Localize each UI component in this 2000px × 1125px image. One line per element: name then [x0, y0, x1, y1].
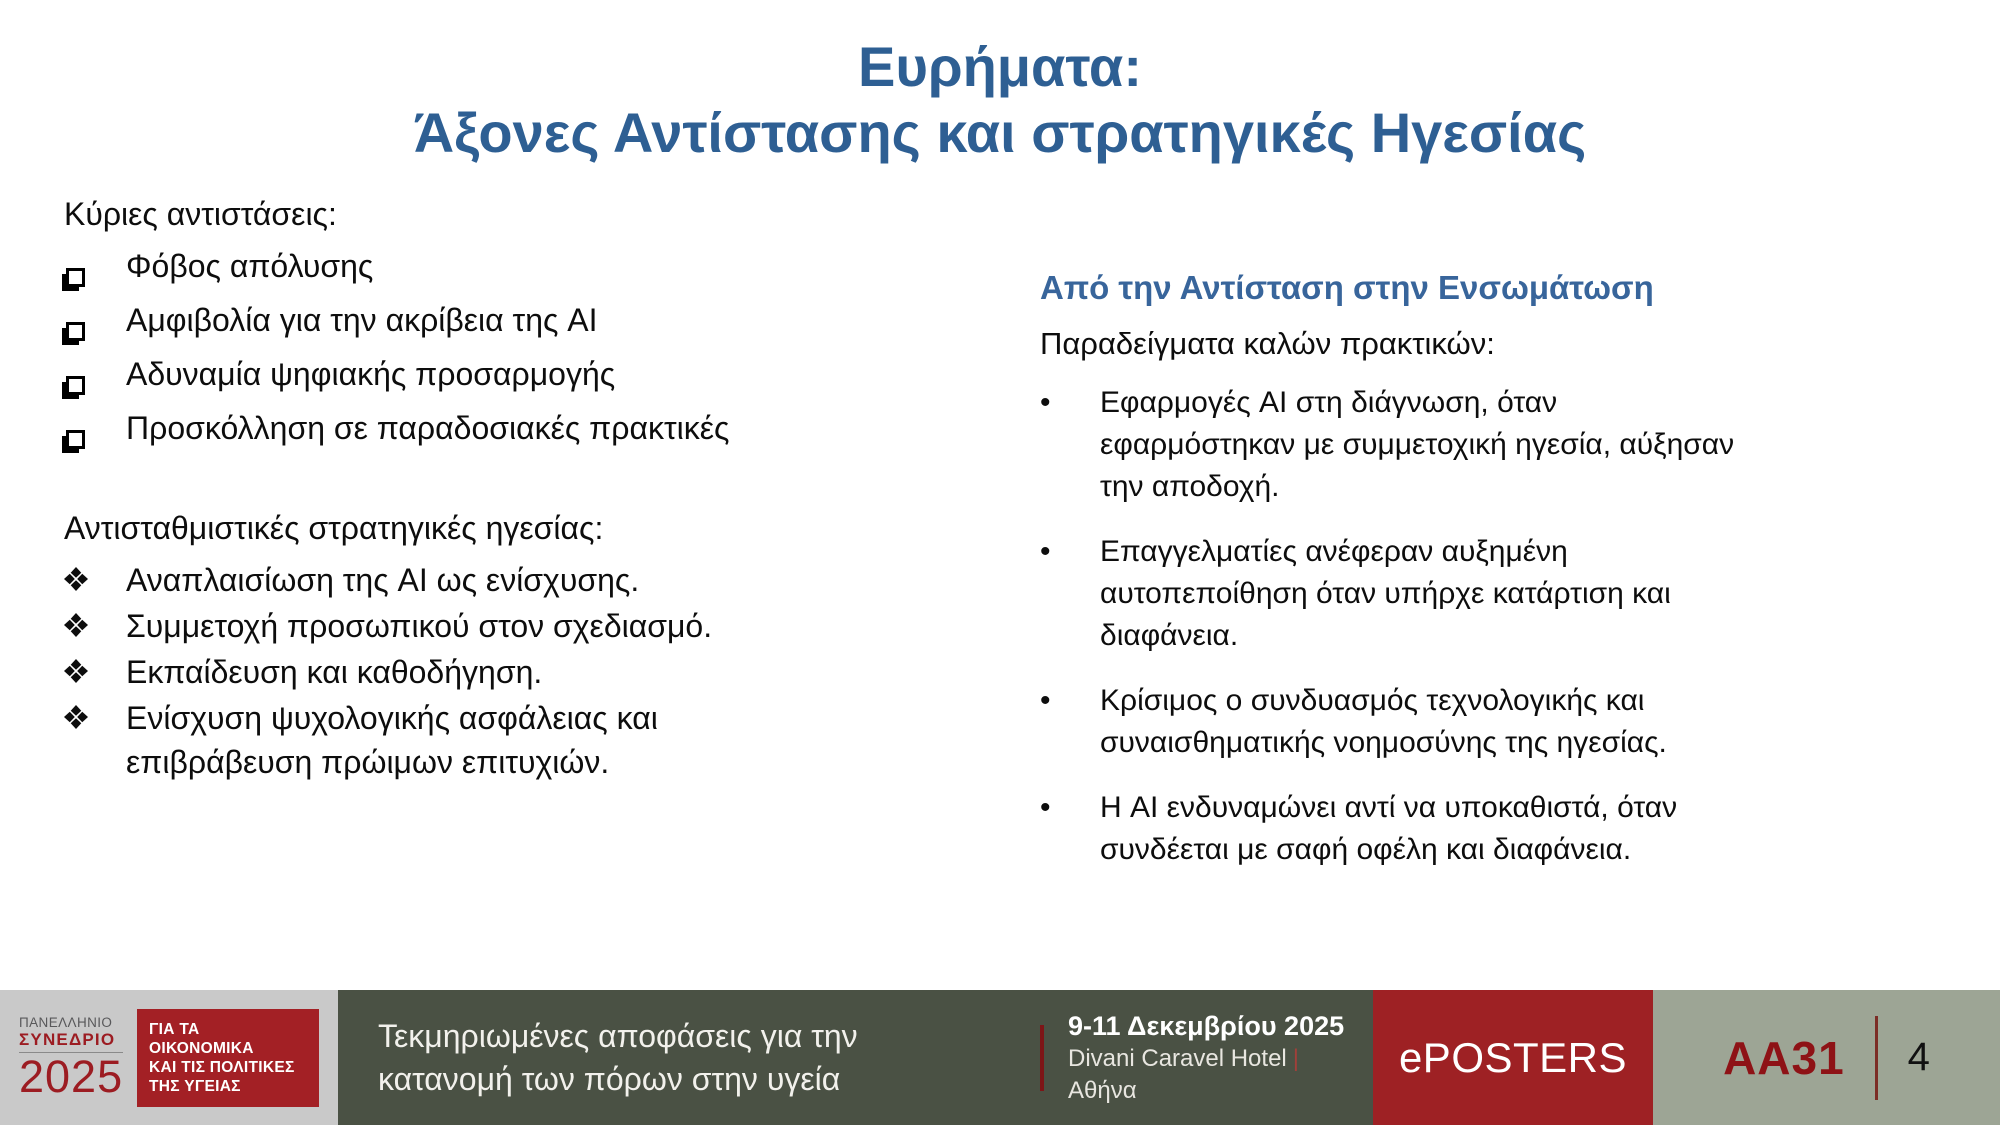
list-item-text: Η AI ενδυναμώνει αντί να υποκαθιστά, όταν συνδέεται με σαφή οφέλη και διαφάνεια.	[1100, 791, 1678, 866]
checkbox-bullet-icon	[66, 268, 85, 287]
list-item	[64, 604, 784, 648]
practices-list	[1040, 382, 1740, 871]
code-divider	[1875, 1016, 1878, 1100]
list-item	[64, 298, 784, 352]
list-item-text: Συμμετοχή προσωπικού στον σχεδιασμό.	[126, 608, 713, 644]
checkbox-bullet-icon	[66, 376, 85, 395]
list-item-text: Εκπαίδευση και καθοδήγηση.	[126, 654, 543, 690]
poster-code: AA31	[1723, 1031, 1845, 1084]
list-item-text: Κρίσιμος ο συνδυασμός τεχνολογικής και συναισθηματικής νοημοσύνης της ηγεσίας.	[1100, 684, 1667, 759]
list-item	[1040, 787, 1740, 871]
venue-separator: |	[1292, 1044, 1299, 1072]
footer	[0, 990, 2000, 1125]
venue-name: Divani Caravel Hotel	[1068, 1044, 1287, 1072]
strategies-heading: Αντισταθμιστικές στρατηγικές ηγεσίας:	[64, 510, 604, 546]
page-number: 4	[1907, 1035, 1930, 1079]
event-venue	[1068, 1043, 1373, 1107]
diamond-bullet-icon	[64, 567, 88, 591]
list-item	[1040, 531, 1740, 657]
list-item-text: Αδυναμία ψηφιακής προσαρμογής	[126, 356, 616, 392]
diamond-bullet-icon	[64, 613, 88, 637]
event-dates: 9-11 Δεκεμβρίου 2025	[1068, 1010, 1345, 1041]
list-item-text: Αναπλαισίωση της AI ως ενίσχυσης.	[126, 562, 640, 598]
list-item	[64, 406, 784, 460]
list-item-text: Αμφιβολία για την ακρίβεια της AI	[126, 302, 598, 338]
list-item-text: Φόβος απόλυσης	[126, 248, 374, 284]
logo-year: 2025	[19, 1050, 124, 1102]
page-title	[0, 34, 2000, 166]
logo-topic-box	[137, 1009, 319, 1107]
list-item	[64, 244, 784, 298]
tagline-line2: κατανομή των πόρων στην υγεία	[378, 1060, 841, 1097]
eposters-badge	[1373, 990, 1653, 1125]
dot-bullet-icon: •	[1040, 791, 1051, 824]
strategies-section	[64, 506, 784, 784]
logo-topic-line: ΚΑΙ ΤΙΣ ΠΟΛΙΤΙΚΕΣ	[149, 1058, 295, 1076]
integration-heading: Από την Αντίσταση στην Ενσωμάτωση	[1040, 269, 1654, 306]
list-item-text: Ενίσχυση ψυχολογικής ασφάλειας και επιβράβευση πρώιμων επιτυχιών.	[126, 700, 658, 780]
strategies-list	[64, 558, 784, 784]
list-item	[1040, 680, 1740, 764]
list-item-text: Εφαρμογές AI στη διάγνωση, όταν εφαρμόστηκαν με συμμετοχική ηγεσία, αύξησαν την αποδοχή.	[1100, 386, 1735, 503]
list-item	[64, 650, 784, 694]
dot-bullet-icon: •	[1040, 684, 1051, 717]
footer-banner	[338, 990, 1373, 1125]
conference-logo	[0, 990, 338, 1125]
diamond-bullet-icon	[64, 705, 88, 729]
list-item	[64, 558, 784, 602]
list-item	[1040, 382, 1740, 508]
dot-bullet-icon: •	[1040, 386, 1051, 419]
checkbox-bullet-icon	[66, 430, 85, 449]
list-item-text: Επαγγελματίες ανέφεραν αυξημένη αυτοπεποίθηση όταν υπήρχε κατάρτιση και διαφάνεια.	[1100, 535, 1671, 652]
event-details	[1044, 1009, 1373, 1107]
conference-tagline	[338, 1015, 1040, 1101]
poster-code-section	[1653, 990, 2000, 1125]
list-item	[64, 696, 784, 784]
logo-panhellenic-label: ΠΑΝΕΛΛΗΝΙΟ	[19, 1014, 113, 1030]
logo-congress-label: ΣΥΝΕΔΡΙΟ	[19, 1030, 123, 1053]
left-column	[64, 192, 784, 786]
resistances-heading: Κύριες αντιστάσεις:	[64, 196, 337, 232]
practices-subheading: Παραδείγματα καλών πρακτικών:	[1040, 326, 1495, 361]
logo-topic-line: ΤΗΣ ΥΓΕΙΑΣ	[149, 1077, 241, 1095]
page-title-line1: Ευρήματα:	[858, 35, 1142, 98]
checkbox-bullet-icon	[66, 322, 85, 341]
logo-topic-line: ΓΙΑ ΤΑ ΟΙΚΟΝΟΜΙΚΑ	[149, 1020, 254, 1057]
eposters-label: ePOSTERS	[1398, 1033, 1628, 1081]
page-title-line2: Άξονες Αντίστασης και στρατηγικές Ηγεσίας	[413, 101, 1587, 164]
list-item	[64, 352, 784, 406]
tagline-line1: Τεκμηριωμένες αποφάσεις για την	[378, 1017, 858, 1054]
diamond-bullet-icon	[64, 659, 88, 683]
right-column	[1040, 268, 1740, 894]
conference-logo-text	[19, 1015, 123, 1100]
resistances-list	[64, 244, 784, 460]
list-item-text: Προσκόλληση σε παραδοσιακές πρακτικές	[126, 410, 730, 446]
venue-city: Αθήνα	[1068, 1076, 1137, 1104]
dot-bullet-icon: •	[1040, 535, 1051, 568]
